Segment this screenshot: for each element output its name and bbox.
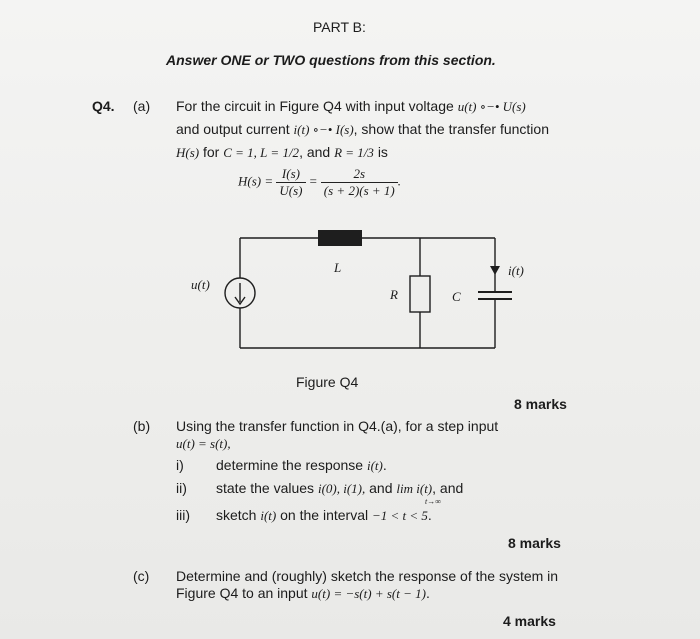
- part-b-item-3: sketch i(t) on the interval −1 < t < 5.: [216, 507, 432, 523]
- part-b-label: (b): [133, 418, 151, 434]
- part-a-line-3: H(s) for C = 1, L = 1/2, and R = 1/3 is: [176, 144, 388, 160]
- resistor: [410, 276, 430, 312]
- part-c-marks: 4 marks: [503, 613, 556, 629]
- question-number: Q4.: [92, 98, 115, 114]
- part-b-item-num-1: i): [176, 457, 184, 473]
- part-c-line-1: Determine and (roughly) sketch the response of the system in: [176, 568, 559, 584]
- section-instruction: Answer ONE or TWO questions from this section.: [166, 52, 496, 68]
- part-b-line-1: Using the transfer function in Q4.(a), for a step input: [176, 418, 499, 434]
- circuit-diagram: [220, 228, 520, 358]
- fraction-i-over-u: $\frac{I(s)}{U(s)}$: [276, 166, 305, 199]
- part-a-line-2: and output current i(t) ∘−• I(s), show that the transfer function: [176, 121, 549, 137]
- source-label: u(t): [191, 277, 210, 292]
- resistor-label: R: [390, 287, 398, 302]
- inductor: [318, 230, 362, 246]
- part-title: PART B:: [313, 19, 366, 35]
- part-b-item-1: determine the response i(t).: [216, 457, 387, 473]
- part-b-item-num-3: iii): [176, 507, 190, 523]
- transfer-function-equation: H(s) = $\frac{I(s)}{U(s)}$ = $\frac{2s}{(s + 2)(s + 1)}$ .: [238, 166, 402, 198]
- part-c-line-2: Figure Q4 to an input u(t) = −s(t) + s(t − 1).: [176, 585, 430, 601]
- part-b-line-2: u(t) = s(t),: [176, 436, 231, 451]
- current-label: i(t): [508, 263, 524, 278]
- part-a-line-1: For the circuit in Figure Q4 with input voltage u(t) ∘−• U(s): [176, 98, 526, 114]
- part-b-item-num-2: ii): [176, 480, 187, 496]
- part-b-item-2: state the values i(0), i(1), and lim i(t), and: [216, 480, 464, 496]
- part-a-marks: 8 marks: [514, 396, 567, 412]
- capacitor-label: C: [452, 289, 461, 304]
- part-b-marks: 8 marks: [508, 535, 561, 551]
- current-arrow-icon: [490, 266, 500, 275]
- limit-subscript: t→∞: [425, 497, 441, 506]
- part-a-label: (a): [133, 98, 151, 114]
- inductor-label: L: [334, 260, 342, 275]
- fraction-transfer: $\frac{2s}{(s + 2)(s + 1)}$: [321, 166, 398, 199]
- part-c-label: (c): [133, 568, 150, 584]
- figure-caption: Figure Q4: [296, 374, 359, 390]
